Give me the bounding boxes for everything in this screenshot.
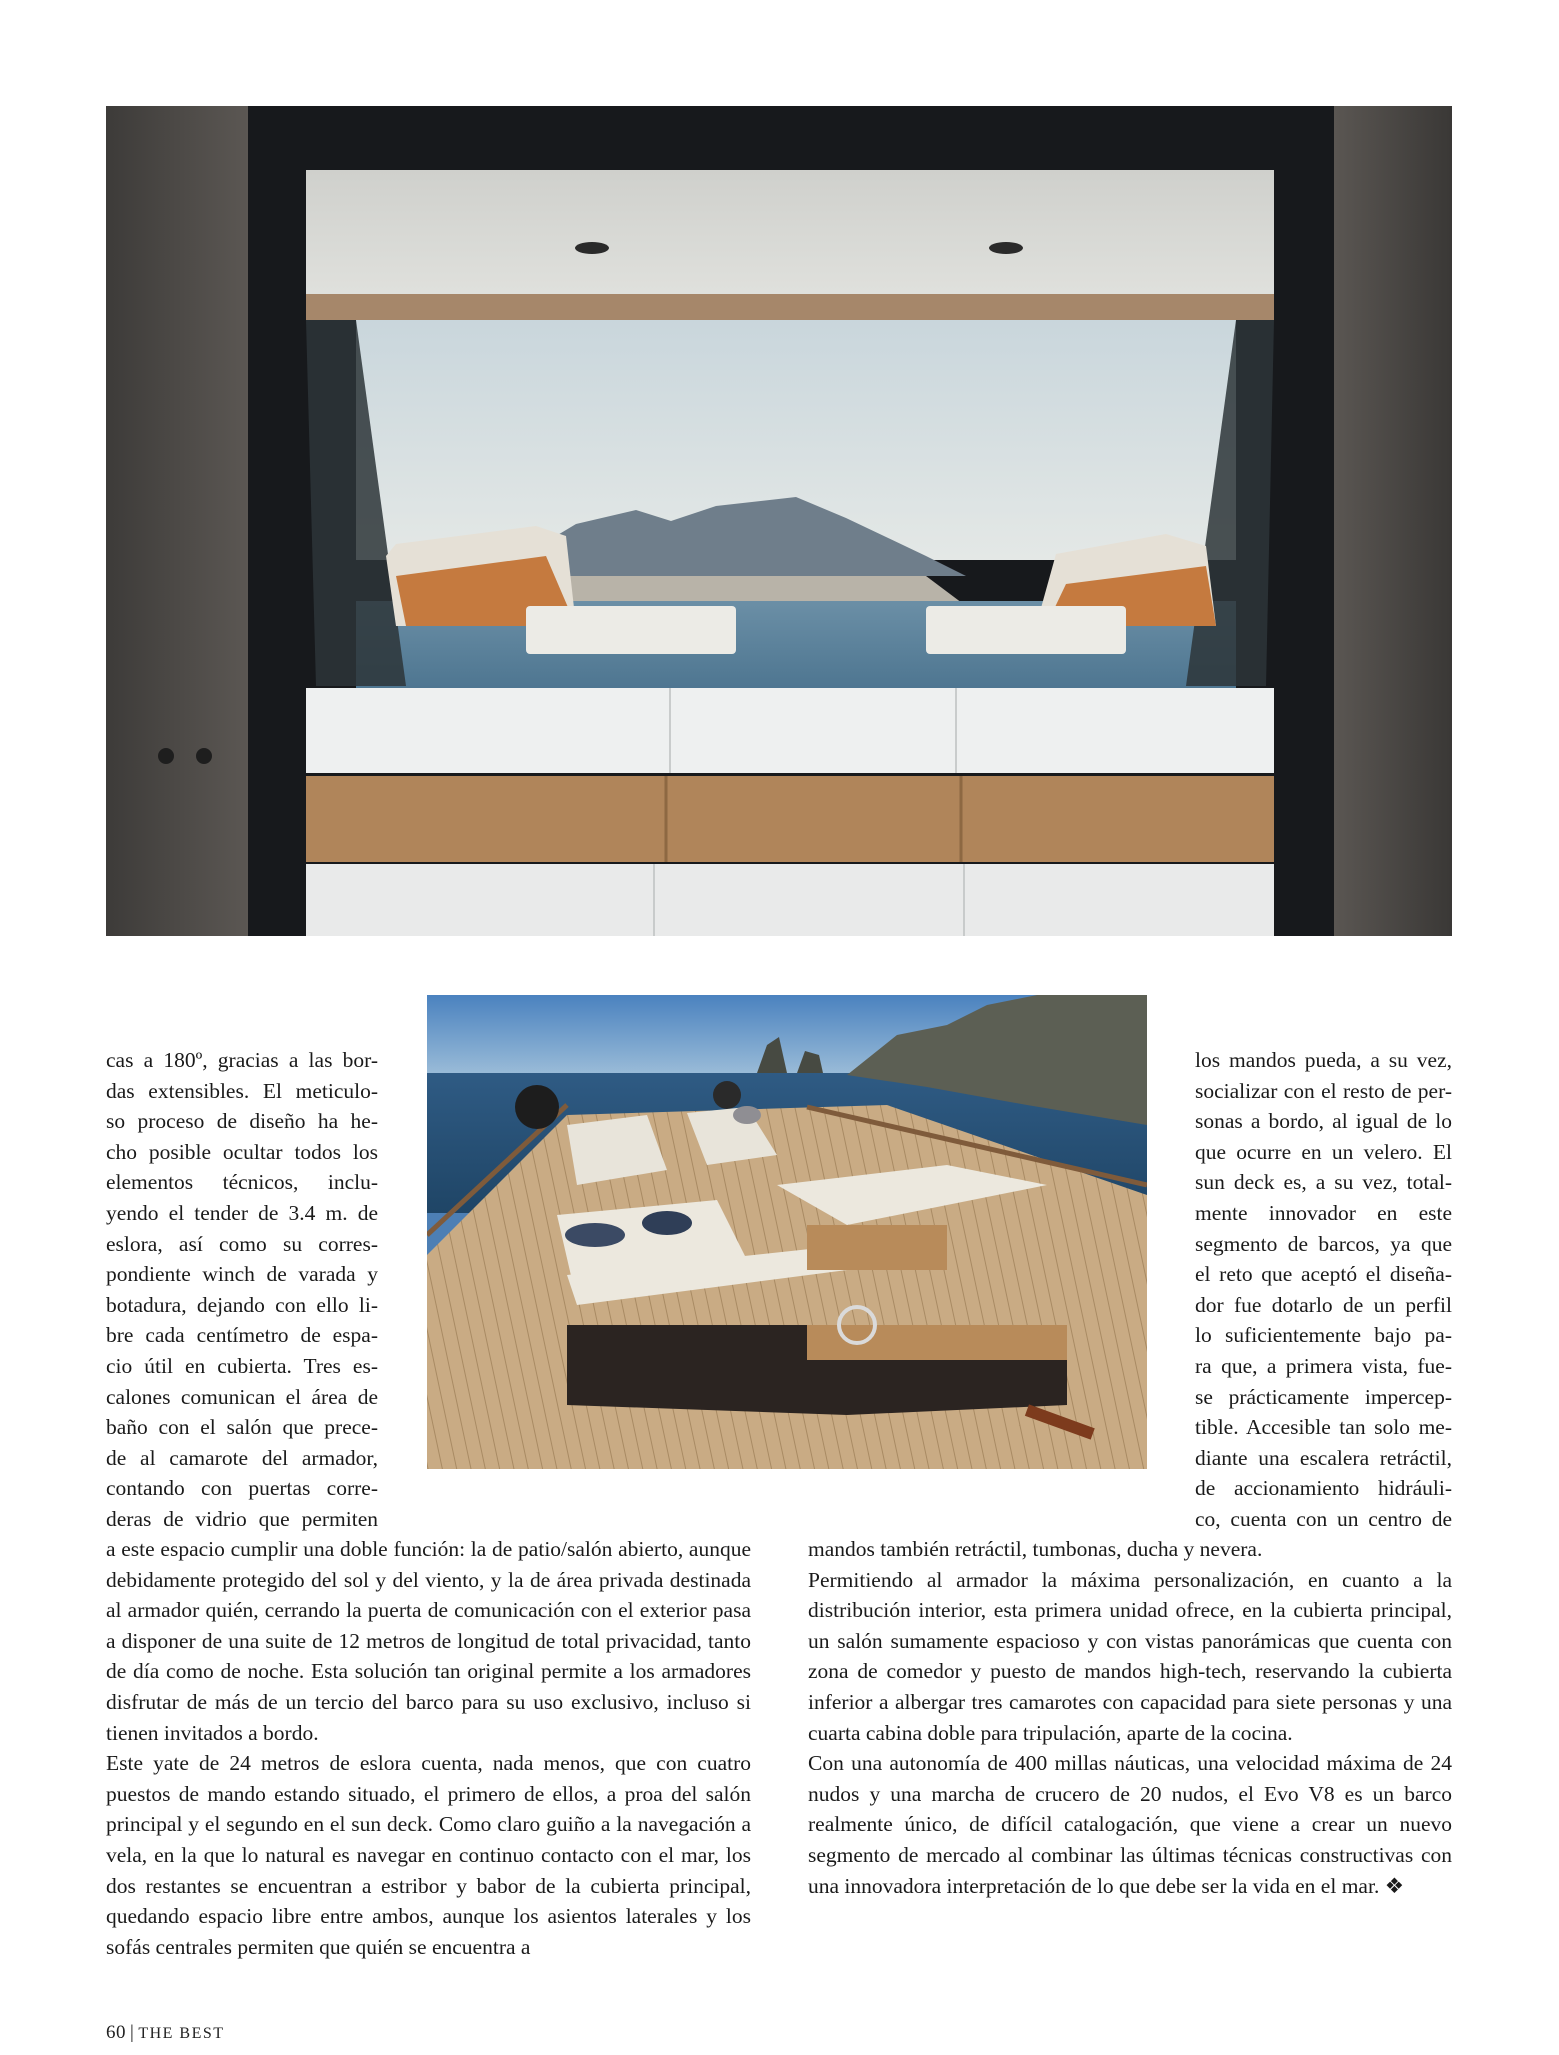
folio-separator: | xyxy=(130,2022,135,2043)
wrap-left-line: pondiente winch de varada y xyxy=(106,1262,378,1287)
yacht-salon-view-of-volcano-photo xyxy=(106,106,1452,936)
wrap-right-line: se prácticamente impercep- xyxy=(1195,1384,1452,1409)
article-column-left xyxy=(106,1534,751,1962)
wrap-right-line: segmento de barcos, ya que xyxy=(1195,1231,1452,1256)
wrap-right-line: sonas a bordo, al igual de lo xyxy=(1195,1109,1452,1134)
article-paragraph: mandos también retráctil, tumbonas, ducha y nevera. xyxy=(808,1537,1263,1561)
wrap-right-line: dor fue dotarlo de un perfil xyxy=(1195,1292,1452,1317)
wrap-right-line: que ocurre en un velero. El xyxy=(1195,1139,1452,1164)
wrap-left-line: botadura, dejando con ello li- xyxy=(106,1292,378,1317)
wrap-right-line: el reto que aceptó el diseña- xyxy=(1195,1262,1452,1287)
wrap-left-line: das extensibles. El meticulo- xyxy=(106,1078,378,1103)
wrap-left-line: bre cada centímetro de espa- xyxy=(106,1323,378,1348)
wrap-left-line: cho posible ocultar todos los xyxy=(106,1139,378,1164)
article-paragraph: Permitiendo al armador la máxima personalización, en cuanto a la distribución interior, esta primera unidad ofrece, en la cubierta principal, un salón sumamente espacioso y con vistas panorámicas que cuenta con zona de comedor y puesto de mandos high-tech, reservando la cubierta inferior a albergar tres camarotes con capacidad para siete personas y una cuarta cabina doble para tripulación, aparte de la cocina. xyxy=(808,1567,1452,1745)
wrap-left-line: so proceso de diseño ha he- xyxy=(106,1109,378,1134)
article-column-right xyxy=(808,1534,1452,1901)
wrap-left-line: deras de vidrio que permiten xyxy=(106,1506,378,1531)
wrap-right-line: lo suficientemente bajo pa- xyxy=(1195,1323,1452,1348)
article-wrap-right xyxy=(1195,1045,1452,1535)
wrap-right-line: los mandos pueda, a su vez, xyxy=(1195,1048,1452,1072)
wrap-right-line: ra que, a primera vista, fue- xyxy=(1195,1353,1452,1378)
article-wrap-left xyxy=(106,1045,378,1535)
hero-photo xyxy=(106,106,1452,936)
article-paragraph: Este yate de 24 metros de eslora cuenta, nada menos, que con cuatro puestos de mando estando situado, el primero de ellos, a proa del salón principal y el segundo en el sun deck. Como claro guiño a la navegación a vela, en la que lo natural es navegar en continuo contacto con el mar, los dos restantes se encuentran a estribor y babor de la cubierta principal, quedando espacio libre entre ambos, aunque los asientos laterales y los sofás centrales permiten que quién se encuentra a xyxy=(106,1751,751,1959)
wrap-left-line: elementos técnicos, inclu- xyxy=(106,1170,378,1195)
wrap-left-line: eslora, así como su corres- xyxy=(106,1231,378,1256)
wrap-left-line: cio útil en cubierta. Tres es- xyxy=(106,1353,378,1378)
wrap-left-line: de al camarote del armador, xyxy=(106,1445,378,1470)
wrap-left-line: baño con el salón que prece- xyxy=(106,1415,378,1440)
yacht-bow-sun-deck-photo xyxy=(427,995,1147,1469)
article-paragraph: Con una autonomía de 400 millas náuticas, una velocidad máxima de 24 nudos y una marcha de crucero de 20 nudos, el Evo V8 es un barco realmente único, de difícil catalogación, que viene a crear un nuevo segmento de mercado al combinar las últimas técnicas constructivas con una innovadora interpretación de lo que debe ser la vida en el mar. ❖ xyxy=(808,1751,1452,1898)
wrap-right-line: diante una escalera retráctil, xyxy=(1195,1445,1452,1470)
article-paragraph: a este espacio cumplir una doble función: la de patio/salón abierto, aunque debidamente protegido del sol y del viento, y la de área privada destinada al armador quién, cerrando la puerta de comunicación con el exterior pasa a disponer de una suite de 12 metros de longitud de total privacidad, tanto de día como de noche. Esta solución tan original permite a los armadores disfrutar de más de un tercio del barco para su uso exclusivo, incluso si tienen invitados a bordo. xyxy=(106,1537,751,1745)
page-folio xyxy=(106,2022,225,2044)
wrap-right-line: socializar con el resto de per- xyxy=(1195,1078,1452,1103)
wrap-right-line: de accionamiento hidráuli- xyxy=(1195,1476,1452,1501)
wrap-left-line: contando con puertas corre- xyxy=(106,1476,378,1501)
wrap-right-line: tible. Accesible tan solo me- xyxy=(1195,1415,1452,1440)
deck-photo xyxy=(427,995,1147,1469)
wrap-right-line: mente innovador en este xyxy=(1195,1200,1452,1225)
wrap-left-line: calones comunican el área de xyxy=(106,1384,378,1409)
wrap-right-line: sun deck es, a su vez, total- xyxy=(1195,1170,1452,1195)
wrap-left-line: yendo el tender de 3.4 m. de xyxy=(106,1200,378,1225)
wrap-left-line: cas a 180º, gracias a las bor- xyxy=(106,1048,378,1072)
wrap-right-line: co, cuenta con un centro de xyxy=(1195,1506,1452,1531)
magazine-name: THE BEST xyxy=(138,2025,225,2042)
page-number: 60 xyxy=(106,2022,126,2043)
